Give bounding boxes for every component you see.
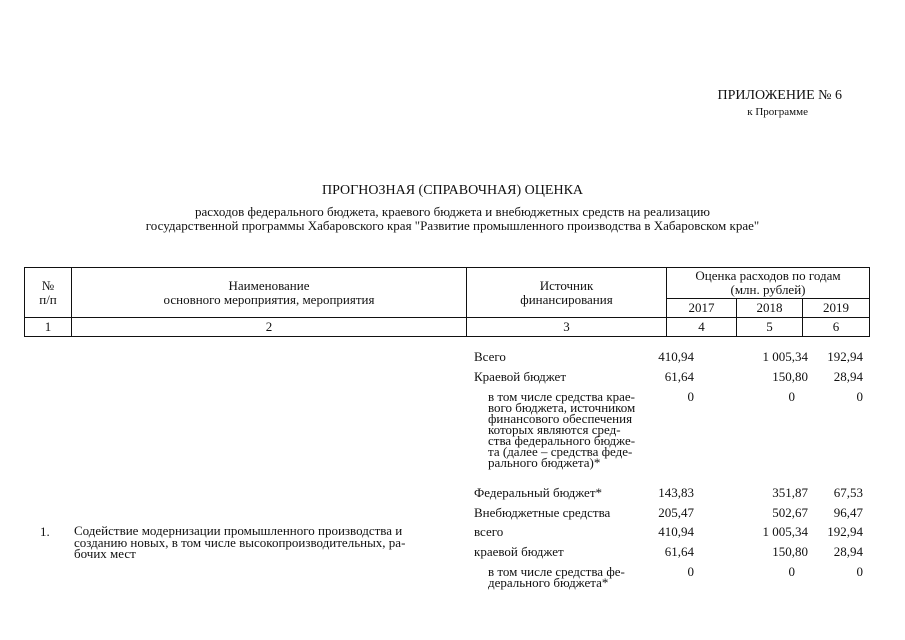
document-subtitle-line-2: государственной программы Хабаровского края "Развитие промышленного производства в Хабаровском крае" <box>145 218 760 233</box>
index-cell-5: 5 <box>737 318 803 337</box>
header-col-number: № п/п <box>25 268 72 318</box>
value-2019: 192,94 <box>827 524 863 539</box>
value-2017: 61,64 <box>664 544 694 559</box>
value-2018: 0 <box>788 389 795 404</box>
value-2017: 0 <box>687 389 694 404</box>
value-2018: 1 005,34 <box>762 349 808 364</box>
row-source: в том числе средства крае- вого бюджета, источником финансового обеспечения которых являются сред- ства федерального бюдже- та (далее – средства феде- рального бюджета)* <box>488 389 636 470</box>
index-cell-4: 4 <box>667 318 737 337</box>
value-2019: 67,53 <box>833 485 863 500</box>
row-source: Всего <box>474 349 506 364</box>
document-subtitle-line-1: расходов федерального бюджета, краевого бюджета и внебюджетных средств на реализацию <box>195 204 710 219</box>
value-2019: 96,47 <box>833 505 863 520</box>
value-2017: 143,83 <box>658 485 694 500</box>
value-2019: 0 <box>856 564 863 579</box>
value-2018: 0 <box>788 564 795 579</box>
row-name: Содействие модернизации промышленного производства и созданию новых, в том числе высокопроизводительных, ра- бочих мест <box>74 523 406 561</box>
value-2017: 61,64 <box>664 369 694 384</box>
index-cell-6: 6 <box>803 318 870 337</box>
header-col-source: Источник финансирования <box>467 268 667 318</box>
value-2017: 410,94 <box>658 349 694 364</box>
row-number: 1. <box>40 524 50 539</box>
row-source: Краевой бюджет <box>474 369 567 384</box>
value-2019: 192,94 <box>827 349 863 364</box>
table-header <box>24 267 870 337</box>
header-col-name: Наименование основного мероприятия, мероприятия <box>72 268 467 318</box>
row-source: всего <box>474 524 504 539</box>
row-source: Федеральный бюджет* <box>474 485 602 500</box>
value-2018: 1 005,34 <box>762 524 808 539</box>
value-2019: 28,94 <box>833 544 863 559</box>
index-cell-3: 3 <box>467 318 667 337</box>
value-2017: 410,94 <box>658 524 694 539</box>
appendix-title: ПРИЛОЖЕНИЕ № 6 <box>717 88 842 103</box>
row-source: краевой бюджет <box>474 544 564 559</box>
header-col-estimate: Оценка расходов по годам (млн. рублей) <box>667 268 870 299</box>
row-source: в том числе средства фе- дерального бюджета* <box>488 564 625 590</box>
value-2018: 502,67 <box>772 505 808 520</box>
value-2018: 150,80 <box>772 544 808 559</box>
header-year-2017: 2017 <box>667 299 737 318</box>
value-2019: 0 <box>856 389 863 404</box>
value-2017: 205,47 <box>658 505 694 520</box>
document-title: ПРОГНОЗНАЯ (СПРАВОЧНАЯ) ОЦЕНКА <box>321 183 584 198</box>
header-year-2019: 2019 <box>803 299 870 318</box>
value-2018: 150,80 <box>772 369 808 384</box>
header-year-2018: 2018 <box>737 299 803 318</box>
value-2017: 0 <box>687 564 694 579</box>
index-cell-2: 2 <box>72 318 467 337</box>
value-2019: 28,94 <box>833 369 863 384</box>
row-source: Внебюджетные средства <box>474 505 611 520</box>
index-cell-1: 1 <box>25 318 72 337</box>
value-2018: 351,87 <box>772 485 808 500</box>
appendix-subtitle: к Программе <box>747 106 808 118</box>
document-subtitle <box>0 205 905 233</box>
